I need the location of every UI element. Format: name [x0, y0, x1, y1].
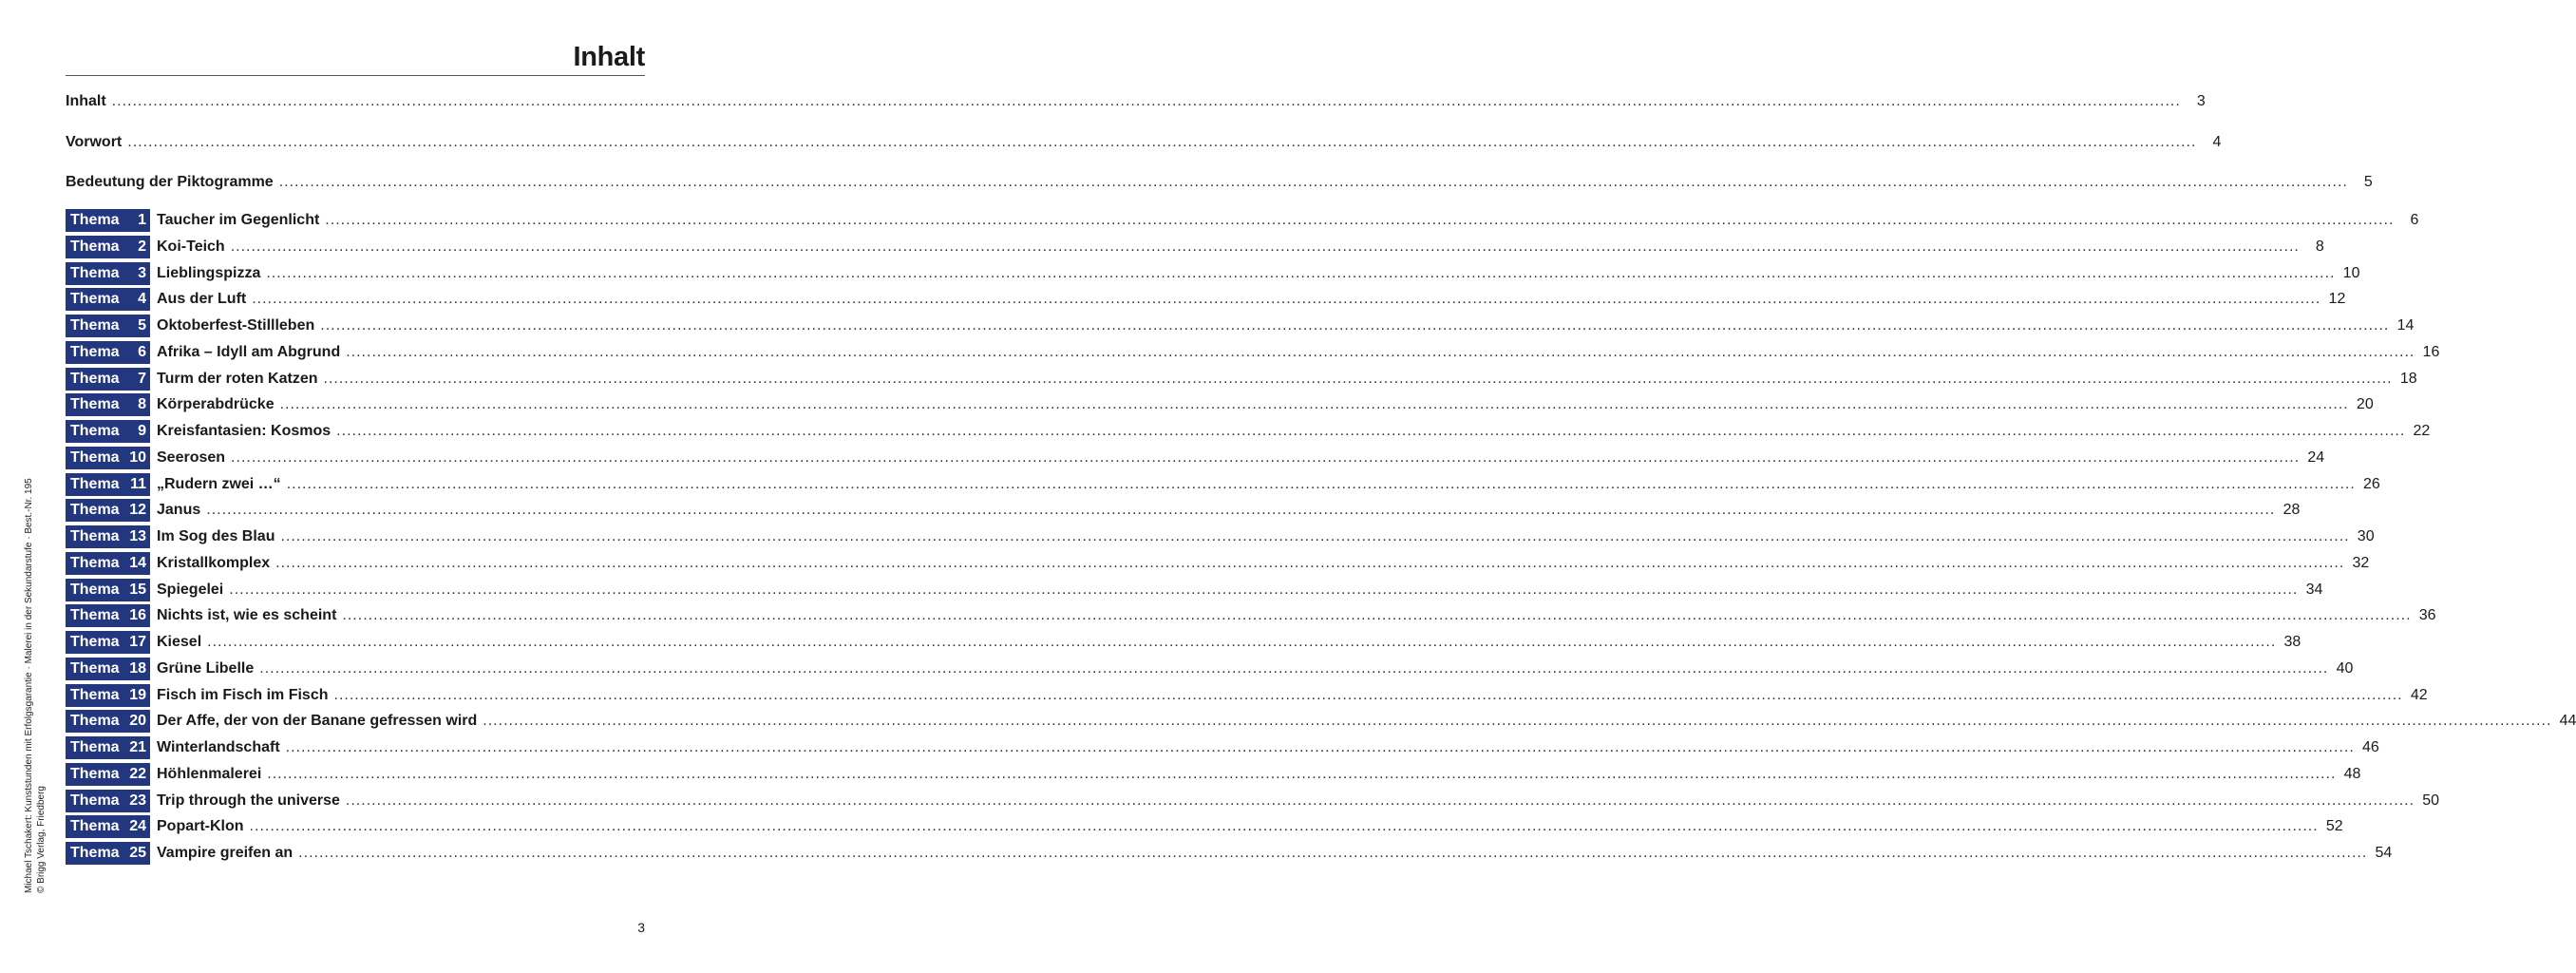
toc-entry-title: Bedeutung der Piktogramme	[66, 174, 274, 190]
theme-badge-label: Thema	[70, 502, 120, 518]
toc-entry-title: Im Sog des Blau	[157, 528, 275, 544]
dot-leader: ................................................................................................................................................................................................................................................................................................................................................................................................................	[279, 396, 2349, 412]
dot-leader: ................................................................................................................................................................................................................................................................................................................................................................................................................	[320, 317, 2390, 334]
theme-badge-number: 23	[129, 792, 146, 809]
theme-badge-number: 20	[129, 713, 146, 729]
toc-entry-page: 16	[2422, 344, 2440, 360]
toc-theme-entry[interactable]	[66, 393, 2374, 416]
theme-badge	[66, 236, 150, 258]
toc-entry-page: 5	[2363, 174, 2373, 190]
theme-badge-label: Thema	[70, 396, 120, 412]
dot-leader: ................................................................................................................................................................................................................................................................................................................................................................................................................	[252, 291, 2321, 307]
theme-badge	[66, 315, 150, 337]
theme-badge-number: 17	[129, 634, 146, 650]
toc-theme-entry[interactable]	[66, 315, 2415, 337]
toc-entry-title: Trip through the universe	[157, 792, 340, 809]
theme-badge	[66, 341, 150, 364]
theme-badge-label: Thema	[70, 739, 120, 755]
theme-badge-number: 6	[138, 344, 146, 360]
toc-theme-entry[interactable]	[66, 262, 2360, 285]
theme-badge	[66, 393, 150, 416]
toc-entry[interactable]	[66, 171, 2373, 194]
theme-badge	[66, 525, 150, 548]
toc-entry-title: Oktoberfest-Stillleben	[157, 317, 315, 334]
theme-badge-number: 2	[138, 238, 146, 255]
theme-badge-label: Thema	[70, 792, 120, 809]
toc-entry-page: 20	[2356, 396, 2374, 412]
toc-entry-title: Grüne Libelle	[157, 660, 255, 677]
toc-theme-entry[interactable]	[66, 604, 2436, 627]
theme-badge	[66, 684, 150, 707]
theme-badge-label: Thema	[70, 634, 120, 650]
toc-entry-page: 22	[2413, 423, 2431, 439]
toc-entry-page: 24	[2307, 449, 2325, 466]
theme-badge-label: Thema	[70, 238, 120, 255]
theme-badge-number: 14	[129, 555, 146, 571]
dot-leader: ................................................................................................................................................................................................................................................................................................................................................................................................................	[266, 265, 2336, 281]
toc-theme-entry[interactable]	[66, 552, 2370, 575]
toc-theme-entry[interactable]	[66, 368, 2417, 391]
dot-leader: ................................................................................................................................................................................................................................................................................................................................................................................................................	[229, 582, 2299, 598]
toc-theme-entry[interactable]	[66, 473, 2380, 496]
toc-entry-page: 38	[2283, 634, 2301, 650]
theme-badge-number: 12	[129, 502, 146, 518]
theme-badge	[66, 552, 150, 575]
toc-entry-title: Der Affe, der von der Banane gefressen wird	[157, 713, 478, 729]
dot-leader: ................................................................................................................................................................................................................................................................................................................................................................................................................	[333, 687, 2403, 703]
theme-badge	[66, 499, 150, 522]
theme-badge	[66, 368, 150, 391]
toc-entry-page: 12	[2328, 291, 2346, 307]
dot-leader: ................................................................................................................................................................................................................................................................................................................................................................................................................	[345, 792, 2415, 809]
toc-theme-entry[interactable]	[66, 341, 2440, 364]
theme-badge	[66, 790, 150, 812]
dot-leader: ................................................................................................................................................................................................................................................................................................................................................................................................................	[206, 502, 2276, 518]
theme-badge	[66, 815, 150, 838]
theme-badge	[66, 209, 150, 232]
theme-badge	[66, 262, 150, 285]
toc-entry-title: Vorwort	[66, 134, 123, 150]
header-divider	[66, 75, 645, 76]
toc-theme-entry[interactable]	[66, 684, 2428, 707]
toc-entry-title: Koi-Teich	[157, 238, 225, 255]
theme-badge-label: Thema	[70, 291, 120, 307]
dot-leader: ................................................................................................................................................................................................................................................................................................................................................................................................................	[325, 212, 2395, 228]
theme-badge	[66, 710, 150, 733]
toc-entry-title: Kreisfantasien: Kosmos	[157, 423, 331, 439]
toc-theme-entry[interactable]	[66, 579, 2323, 601]
toc-entry[interactable]	[66, 90, 2206, 113]
toc-entry-page: 52	[2325, 818, 2343, 834]
toc-entry-title: Inhalt	[66, 93, 106, 109]
theme-badge-label: Thema	[70, 476, 120, 492]
theme-badge-label: Thema	[70, 212, 120, 228]
dot-leader: ................................................................................................................................................................................................................................................................................................................................................................................................................	[342, 607, 2412, 623]
toc-entry-page: 6	[2410, 212, 2419, 228]
dot-leader: ................................................................................................................................................................................................................................................................................................................................................................................................................	[230, 238, 2300, 255]
theme-badge-label: Thema	[70, 660, 120, 677]
toc-theme-entry[interactable]	[66, 658, 2354, 680]
theme-badge-label: Thema	[70, 582, 120, 598]
dot-leader: ................................................................................................................................................................................................................................................................................................................................................................................................................	[280, 528, 2350, 544]
toc-entry[interactable]	[66, 131, 2222, 154]
toc-entry-page: 34	[2305, 582, 2323, 598]
theme-badge	[66, 604, 150, 627]
toc-theme-entry[interactable]	[66, 710, 2576, 733]
theme-badge	[66, 763, 150, 786]
toc-entry-page: 4	[2212, 134, 2222, 150]
toc-theme-entry[interactable]	[66, 209, 2419, 232]
toc-theme-entry[interactable]	[66, 790, 2440, 812]
dot-leader: ................................................................................................................................................................................................................................................................................................................................................................................................................	[285, 739, 2355, 755]
dot-leader: ................................................................................................................................................................................................................................................................................................................................................................................................................	[286, 476, 2356, 492]
toc-theme-entry[interactable]	[66, 525, 2375, 548]
theme-badge	[66, 631, 150, 654]
dot-leader: ................................................................................................................................................................................................................................................................................................................................................................................................................	[298, 845, 2368, 861]
theme-badge	[66, 579, 150, 601]
theme-badge	[66, 842, 150, 865]
dot-leader: ................................................................................................................................................................................................................................................................................................................................................................................................................	[275, 555, 2345, 571]
toc-entry-page: 54	[2375, 845, 2393, 861]
theme-badge-label: Thema	[70, 317, 120, 334]
toc-entry-page: 48	[2343, 766, 2361, 782]
sidebar-copyright-line: © Brigg Verlag, Friedberg	[36, 786, 47, 893]
toc-theme-entry[interactable]	[66, 499, 2301, 522]
theme-badge-number: 8	[138, 396, 146, 412]
toc-theme-entry[interactable]	[66, 815, 2343, 838]
theme-badge-number: 19	[129, 687, 146, 703]
theme-badge	[66, 736, 150, 759]
theme-badge	[66, 473, 150, 496]
toc-entry-page: 32	[2352, 555, 2370, 571]
theme-badge-label: Thema	[70, 528, 120, 544]
theme-badge-number: 22	[129, 766, 146, 782]
theme-badge-label: Thema	[70, 265, 120, 281]
toc-entry-title: „Rudern zwei …“	[157, 476, 281, 492]
theme-badge-number: 16	[129, 607, 146, 623]
toc-theme-entry[interactable]	[66, 447, 2325, 469]
dot-leader: ................................................................................................................................................................................................................................................................................................................................................................................................................	[323, 371, 2393, 387]
theme-badge-number: 11	[130, 476, 146, 492]
toc-entry-page: 26	[2363, 476, 2380, 492]
toc-entry-title: Spiegelei	[157, 582, 224, 598]
toc-entry-page: 14	[2396, 317, 2415, 334]
theme-badge-label: Thema	[70, 713, 120, 729]
toc-entry-page: 8	[2315, 238, 2324, 255]
sidebar-author-line: Michael Tschakert: Kunststunden mit Erfolgsgarantie · Malerei in der Sekundarstufe · Best.-Nr. 195	[24, 478, 34, 893]
theme-badge-label: Thema	[70, 423, 120, 439]
theme-badge-label: Thema	[70, 766, 120, 782]
toc-entry-title: Seerosen	[157, 449, 226, 466]
toc-entry-title: Fisch im Fisch im Fisch	[157, 687, 329, 703]
theme-badge-number: 15	[129, 582, 146, 598]
toc-entry-title: Winterlandschaft	[157, 739, 280, 755]
toc-theme-entry[interactable]	[66, 842, 2393, 865]
toc-entry-title: Körperabdrücke	[157, 396, 275, 412]
theme-badge	[66, 658, 150, 680]
toc-entry-page: 28	[2282, 502, 2301, 518]
theme-badge-label: Thema	[70, 818, 120, 834]
theme-badge-number: 1	[138, 212, 146, 228]
toc-theme-entry[interactable]	[66, 631, 2301, 654]
theme-badge-number: 18	[129, 660, 146, 677]
toc-entry-page: 46	[2361, 739, 2379, 755]
toc-entry-page: 36	[2418, 607, 2436, 623]
toc-entry-title: Kristallkomplex	[157, 555, 271, 571]
theme-badge	[66, 420, 150, 443]
toc-entry-title: Popart-Klon	[157, 818, 244, 834]
toc-entry-page: 42	[2410, 687, 2428, 703]
dot-leader: ................................................................................................................................................................................................................................................................................................................................................................................................................	[278, 174, 2348, 190]
dot-leader: ................................................................................................................................................................................................................................................................................................................................................................................................................	[111, 93, 2181, 109]
toc-theme-entry[interactable]	[66, 736, 2379, 759]
toc-entry-title: Aus der Luft	[157, 291, 247, 307]
toc-entry-page: 10	[2342, 265, 2360, 281]
toc-entry-page: 44	[2559, 713, 2576, 729]
page-title: Inhalt	[573, 42, 645, 72]
toc-entry-title: Lieblingspizza	[157, 265, 261, 281]
toc-theme-entry[interactable]	[66, 236, 2324, 258]
dot-leader: ................................................................................................................................................................................................................................................................................................................................................................................................................	[207, 634, 2277, 650]
theme-badge-number: 3	[138, 265, 146, 281]
theme-badge-label: Thema	[70, 371, 120, 387]
toc-entry-title: Kiesel	[157, 634, 202, 650]
dot-leader: ................................................................................................................................................................................................................................................................................................................................................................................................................	[231, 449, 2301, 466]
theme-badge	[66, 288, 150, 311]
toc-entry-page: 30	[2357, 528, 2375, 544]
toc-entry-page: 50	[2422, 792, 2440, 809]
toc-entry-page: 40	[2336, 660, 2354, 677]
dot-leader: ................................................................................................................................................................................................................................................................................................................................................................................................................	[259, 660, 2329, 677]
theme-badge-number: 25	[129, 845, 146, 861]
theme-badge-number: 24	[129, 818, 146, 834]
toc-entry-page: 3	[2196, 93, 2206, 109]
toc-entry-page: 18	[2399, 371, 2417, 387]
theme-badge-label: Thema	[70, 344, 120, 360]
dot-leader: ................................................................................................................................................................................................................................................................................................................................................................................................................	[249, 818, 2319, 834]
toc-entry-title: Taucher im Gegenlicht	[157, 212, 320, 228]
toc-entry-title: Höhlenmalerei	[157, 766, 262, 782]
toc-entry-title: Afrika – Idyll am Abgrund	[157, 344, 341, 360]
toc-entry-title: Turm der roten Katzen	[157, 371, 318, 387]
dot-leader: ................................................................................................................................................................................................................................................................................................................................................................................................................	[127, 134, 2197, 150]
theme-badge-number: 9	[138, 423, 146, 439]
toc-entry-title: Vampire greifen an	[157, 845, 294, 861]
theme-badge-number: 21	[129, 739, 146, 755]
theme-badge-label: Thema	[70, 845, 120, 861]
dot-leader: ................................................................................................................................................................................................................................................................................................................................................................................................................	[483, 713, 2552, 729]
theme-badge-label: Thema	[70, 607, 120, 623]
theme-badge	[66, 447, 150, 469]
toc-theme-entry[interactable]	[66, 763, 2361, 786]
theme-badge-number: 5	[138, 317, 146, 334]
toc-entry-title: Janus	[157, 502, 201, 518]
toc-theme-entry[interactable]	[66, 288, 2346, 311]
publisher-sidebar	[23, 478, 47, 893]
dot-leader: ................................................................................................................................................................................................................................................................................................................................................................................................................	[336, 423, 2406, 439]
theme-badge-number: 10	[129, 449, 146, 466]
page-number: 3	[637, 920, 645, 935]
toc-theme-entry[interactable]	[66, 420, 2431, 443]
theme-badge-number: 13	[129, 528, 146, 544]
theme-badge-label: Thema	[70, 555, 120, 571]
theme-badge-number: 7	[138, 371, 146, 387]
dot-leader: ................................................................................................................................................................................................................................................................................................................................................................................................................	[267, 766, 2337, 782]
theme-badge-number: 4	[138, 291, 146, 307]
theme-badge-label: Thema	[70, 687, 120, 703]
dot-leader: ................................................................................................................................................................................................................................................................................................................................................................................................................	[346, 344, 2415, 360]
theme-badge-label: Thema	[70, 449, 120, 466]
toc-entry-title: Nichts ist, wie es scheint	[157, 607, 337, 623]
